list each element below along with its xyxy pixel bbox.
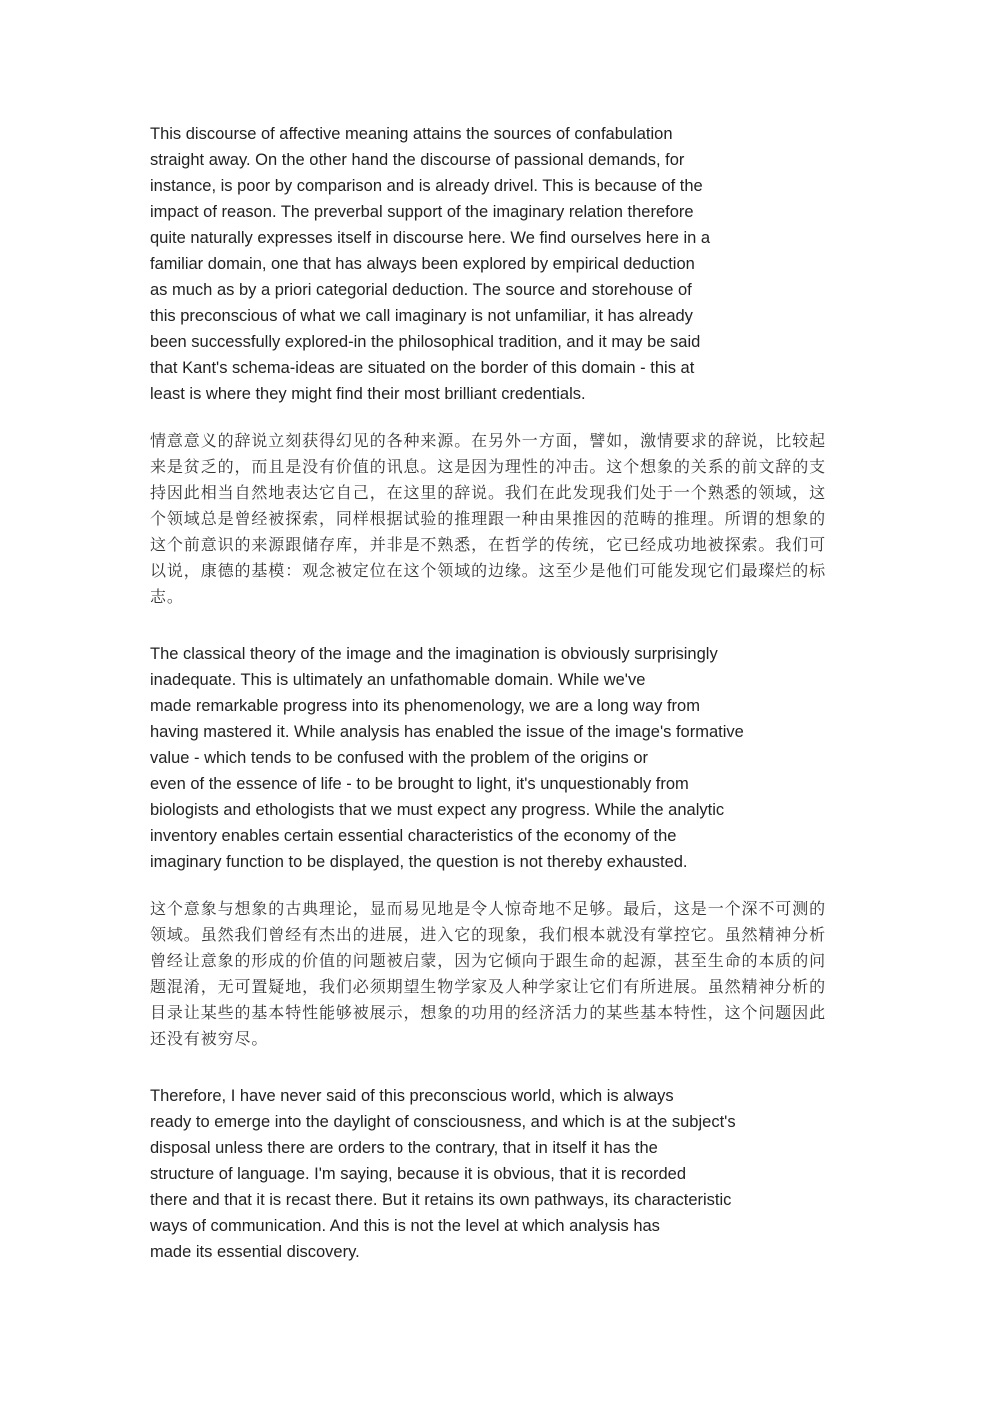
paragraph-chinese-2 bbox=[150, 897, 850, 1053]
text-line: made remarkable progress into its phenomenology, we are a long way from bbox=[150, 697, 700, 715]
text-line: ready to emerge into the daylight of consciousness, and which is at the subject's bbox=[150, 1113, 736, 1131]
text-line: quite naturally expresses itself in discourse here. We find ourselves here in a bbox=[150, 229, 711, 247]
text-line: instance, is poor by comparison and is already drivel. This is because of the bbox=[150, 177, 703, 195]
text-line: least is where they might find their most brilliant credentials. bbox=[150, 385, 586, 403]
paragraph-english-2 bbox=[150, 641, 850, 875]
text-line: 曾经让意象的形成的价值的问题被启蒙，因为它倾向于跟生命的起源，甚至生命的本质的问 bbox=[150, 953, 827, 970]
text-line: 以说，康德的基模：观念被定位在这个领域的边缘。这至少是他们可能发现它们最璨烂的标 bbox=[150, 563, 827, 580]
text-line: there and that it is recast there. But it retains its own pathways, its characteristic bbox=[150, 1191, 732, 1209]
text-line: 这个前意识的来源跟储存库，并非是不熟悉，在哲学的传统，它已经成功地被探索。我们可 bbox=[150, 537, 827, 554]
text-line: inadequate. This is ultimately an unfathomable domain. While we've bbox=[150, 671, 646, 689]
text-line: 领域。虽然我们曾经有杰出的进展，进入它的现象，我们根本就没有掌控它。虽然精神分析 bbox=[150, 927, 827, 944]
text-line: inventory enables certain essential characteristics of the economy of the bbox=[150, 827, 677, 845]
text-line: value - which tends to be confused with the problem of the origins or bbox=[150, 749, 649, 767]
text-line: been successfully explored-in the philosophical tradition, and it may be said bbox=[150, 333, 701, 351]
text-line: ways of communication. And this is not the level at which analysis has bbox=[150, 1217, 660, 1235]
text-line: that Kant's schema-ideas are situated on the border of this domain - this at bbox=[150, 359, 695, 377]
text-line: 持因此相当自然地表达它自己，在这里的辞说。我们在此发现我们处于一个熟悉的领域，这 bbox=[150, 485, 827, 502]
text-line: familiar domain, one that has always been explored by empirical deduction bbox=[150, 255, 695, 273]
text-line: this preconscious of what we call imaginary is not unfamiliar, it has already bbox=[150, 307, 693, 325]
text-line: biologists and ethologists that we must expect any progress. While the analytic bbox=[150, 801, 725, 819]
text-line: impact of reason. The preverbal support of the imaginary relation therefore bbox=[150, 203, 694, 221]
paragraph-english-1 bbox=[150, 121, 850, 407]
text-line: imaginary function to be displayed, the question is not thereby exhausted. bbox=[150, 853, 688, 871]
text-line: This discourse of affective meaning attains the sources of confabulation bbox=[150, 125, 673, 143]
text-line: 来是贫乏的，而且是没有价值的讯息。这是因为理性的冲击。这个想象的关系的前文辞的支 bbox=[150, 459, 827, 476]
text-line: 情意意义的辞说立刻获得幻见的各种来源。在另外一方面，譬如，激情要求的辞说，比较起 bbox=[150, 433, 827, 450]
text-line: disposal unless there are orders to the contrary, that in itself it has the bbox=[150, 1139, 658, 1157]
text-line: straight away. On the other hand the discourse of passional demands, for bbox=[150, 151, 685, 169]
text-line: 题混淆，无可置疑地，我们必须期望生物学家及人种学家让它们有所进展。虽然精神分析的 bbox=[150, 979, 827, 996]
text-line: having mastered it. While analysis has enabled the issue of the image's formative bbox=[150, 723, 744, 741]
text-line: structure of language. I'm saying, because it is obvious, that it is recorded bbox=[150, 1165, 687, 1183]
text-line: 个领域总是曾经被探索，同样根据试验的推理跟一种由果推因的范畴的推理。所谓的想象的 bbox=[150, 511, 827, 528]
text-line: even of the essence of life - to be brought to light, it's unquestionably from bbox=[150, 775, 689, 793]
text-line: made its essential discovery. bbox=[150, 1243, 360, 1261]
text-line: 还没有被穷尽。 bbox=[150, 1031, 269, 1048]
paragraph-english-3 bbox=[150, 1083, 850, 1265]
text-line: 目录让某些的基本特性能够被展示，想象的功用的经济活力的某些基本特性，这个问题因此 bbox=[150, 1005, 827, 1022]
paragraph-chinese-1 bbox=[150, 429, 850, 611]
text-line: Therefore, I have never said of this preconscious world, which is always bbox=[150, 1087, 674, 1105]
text-line: 志。 bbox=[150, 589, 184, 606]
text-line: 这个意象与想象的古典理论，显而易见地是令人惊奇地不足够。最后，这是一个深不可测的 bbox=[150, 901, 827, 918]
text-line: as much as by a priori categorial deduction. The source and storehouse of bbox=[150, 281, 692, 299]
text-line: The classical theory of the image and the imagination is obviously surprisingly bbox=[150, 645, 718, 663]
